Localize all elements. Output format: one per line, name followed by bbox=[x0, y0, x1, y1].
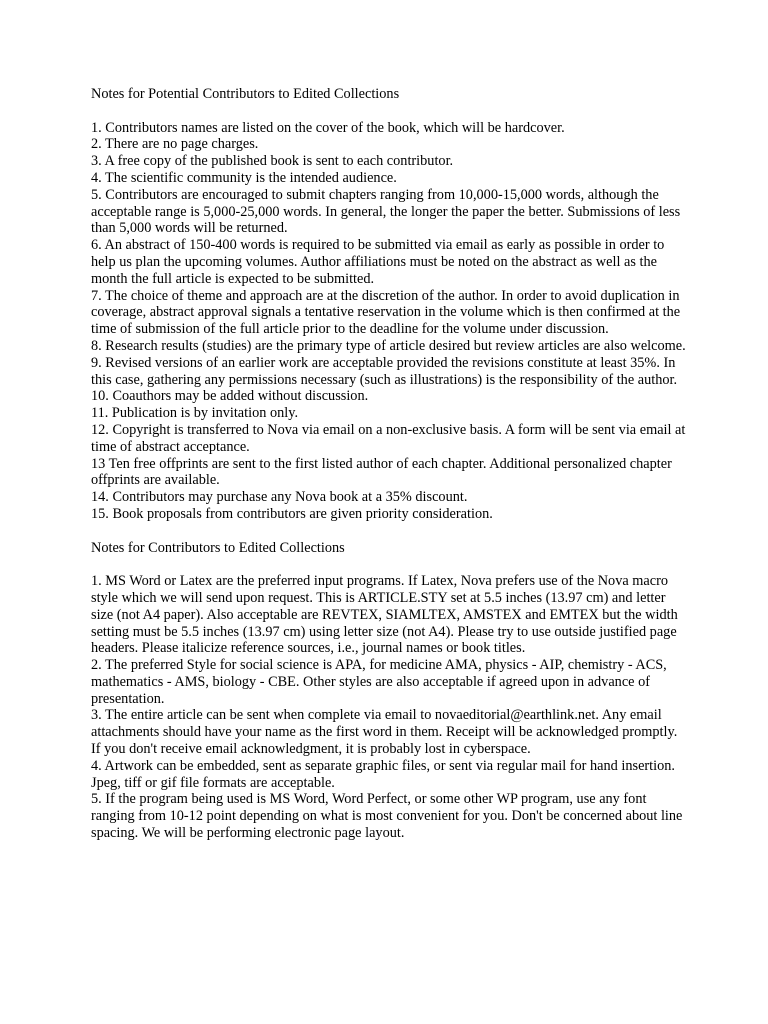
list-item: 15. Book proposals from contributors are given priority consideration. bbox=[91, 505, 493, 522]
list-item: 4. Artwork can be embedded, sent as separate graphic files, or sent via regular mail for hand insertion. Jpeg, tiff or gif file formats are acceptable. bbox=[91, 757, 675, 791]
list-item: 6. An abstract of 150-400 words is required to be submitted via email as early as possible in order to help us plan the upcoming volumes. Author affiliations must be noted on the abstract as well as the month the full article is expected to be submitted. bbox=[91, 237, 665, 287]
list-item: 2. There are no page charges. bbox=[91, 136, 259, 153]
list-item: 8. Research results (studies) are the primary type of article desired but review articles are also welcome. bbox=[91, 337, 686, 354]
section2-list bbox=[91, 573, 688, 842]
list-item: 1. Contributors names are listed on the cover of the book, which will be hardcover. bbox=[91, 119, 565, 136]
list-item: 5. Contributors are encouraged to submit chapters ranging from 10,000-15,000 words, although the acceptable range is 5,000-25,000 words. In general, the longer the paper the better. Submissions of less than 5,000 words will be returned. bbox=[91, 186, 681, 237]
list-item: 9. Revised versions of an earlier work are acceptable provided the revisions constitute at least 35%. In this case, gathering any permissions necessary (such as illustrations) is the responsibility of the author. bbox=[91, 354, 678, 388]
list-item: 4. The scientific community is the intended audience. bbox=[91, 169, 397, 186]
spacer bbox=[91, 523, 688, 540]
section2-title: Notes for Contributors to Edited Collections bbox=[91, 539, 345, 556]
list-item: 5. If the program being used is MS Word, Word Perfect, or some other WP program, use any font ranging from 10-12 point depending on what is most convenient for you. Don't be concerned about line spacing. We will be performing electronic page layout. bbox=[91, 791, 683, 842]
list-item: 13 Ten free offprints are sent to the first listed author of each chapter. Additional personalized chapter offprints are available. bbox=[91, 455, 672, 489]
list-item: 3. A free copy of the published book is sent to each contributor. bbox=[91, 153, 454, 170]
list-item: 12. Copyright is transferred to Nova via email on a non-exclusive basis. A form will be sent via email at time of abstract acceptance. bbox=[91, 421, 686, 455]
list-item: 10. Coauthors may be added without discussion. bbox=[91, 388, 369, 405]
spacer bbox=[91, 103, 688, 120]
spacer bbox=[91, 556, 688, 573]
section1-title: Notes for Potential Contributors to Edited Collections bbox=[91, 86, 400, 102]
list-item: 2. The preferred Style for social science is APA, for medicine AMA, physics - AIP, chemistry - ACS, mathematics - AMS, biology - CBE. Other styles are also acceptable if agreed upon in advance of presentation. bbox=[91, 657, 667, 707]
list-item: 1. MS Word or Latex are the preferred input programs. If Latex, Nova prefers use of the Nova macro style which we will send upon request. This is ARTICLE.STY set at 5.5 inches (13.97 cm) and letter size (not A4 paper). Also acceptable are REVTEX, SIAMLTEX, AMSTEX and EMTEX but the width setting must be 5.5 inches (13.97 cm) using letter size (not A4). Please try to use outside justified page headers. Please italicize reference sources, i.e., journal names or book titles. bbox=[91, 573, 678, 657]
list-item: 7. The choice of theme and approach are at the discretion of the author. In order to avoid duplication in coverage, abstract approval signals a tentative reservation in the volume which is then confirmed at the time of submission of the full article prior to the deadline for the volume under discussion. bbox=[91, 287, 681, 338]
list-item: 3. The entire article can be sent when complete via email to novaeditorial@earthlink.net. Any email attachments should have your name as the first word in them. Receipt will be acknowledged promptly. If you don't receive email acknowledgment, it is probably lost in cyberspace. bbox=[91, 707, 678, 758]
list-item: 11. Publication is by invitation only. bbox=[91, 405, 299, 422]
list-item: 14. Contributors may purchase any Nova book at a 35% discount. bbox=[91, 489, 468, 506]
section1-list bbox=[91, 120, 688, 523]
